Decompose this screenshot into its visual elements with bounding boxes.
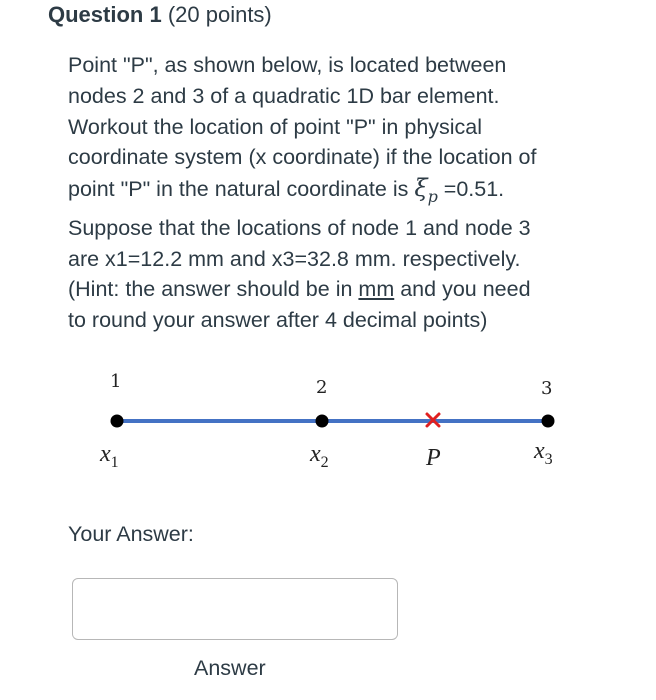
node-2-dot <box>316 415 329 428</box>
point-p-label: P <box>426 445 441 471</box>
node-2-label: 2 <box>316 377 328 398</box>
question-header <box>48 2 272 28</box>
question-line: Workout the location of point "P" in physical <box>68 114 483 139</box>
question-line-xi <box>68 173 638 213</box>
question-line: are x1=12.2 mm and x3=32.8 mm. respectively. <box>68 246 521 271</box>
question-line: Point "P", as shown below, is located between <box>68 53 507 77</box>
node-3-dot <box>542 415 555 428</box>
xi-value: =0.51. <box>437 177 505 202</box>
question-line: coordinate system (x coordinate) if the location of <box>68 145 537 170</box>
question-points: (20 points) <box>167 2 272 27</box>
question-text <box>68 50 638 336</box>
question-line: nodes 2 and 3 of a quadratic 1D bar element. <box>68 83 500 108</box>
question-title: Question 1 <box>48 2 162 27</box>
diagram-svg <box>90 365 590 475</box>
question-line: Suppose that the locations of node 1 and node 3 <box>68 215 531 240</box>
coord-x3: $x_3$ <box>534 438 553 468</box>
question-line: to round your answer after 4 decimal points) <box>68 308 488 333</box>
answer-caption: Answer <box>194 656 266 680</box>
node-1-label: 1 <box>110 371 122 392</box>
unit-mm: mm <box>358 277 395 302</box>
xi-symbol: $\xi_p$ <box>414 174 438 206</box>
coord-x2: $x_2$ <box>310 441 329 471</box>
answer-input[interactable] <box>72 578 398 640</box>
coord-x1: $x_1$ <box>100 441 119 471</box>
bar-element-diagram <box>90 365 590 475</box>
node-1-dot <box>111 415 124 428</box>
your-answer-label: Your Answer: <box>68 522 194 546</box>
question-line-hint: (Hint: the answer should be in mm and you need <box>68 277 531 302</box>
node-3-label: 3 <box>541 378 553 399</box>
question-line-xi-pre: point "P" in the natural coordinate is <box>68 177 415 202</box>
